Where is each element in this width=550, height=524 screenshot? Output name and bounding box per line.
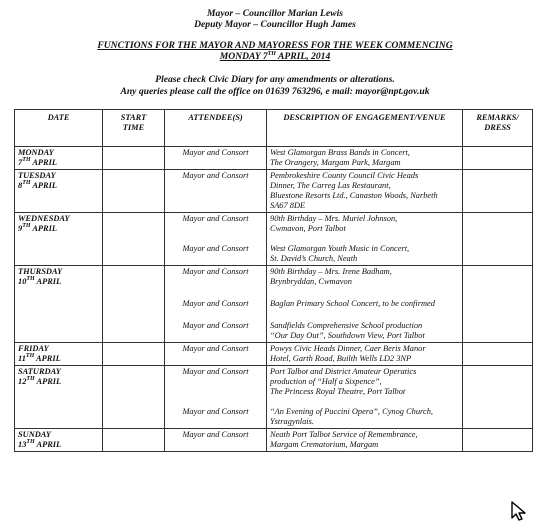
engagement-line: 90th Birthday – Mrs. Irene Badham, <box>270 267 392 276</box>
engagement-entry <box>270 171 459 211</box>
remarks-cell <box>463 366 533 429</box>
day-suffix: TH <box>26 276 35 283</box>
table-row <box>15 429 533 452</box>
description-cell <box>267 170 463 213</box>
description-cell <box>267 266 463 343</box>
day-name: WEDNESDAY <box>18 214 70 223</box>
attendees-cell <box>165 213 267 266</box>
attendees-cell <box>165 266 267 343</box>
day-date <box>18 181 99 191</box>
engagement-line: St. David’s Church, Neath <box>270 254 358 263</box>
functions-title-line2 <box>0 51 550 62</box>
day-suffix: TH <box>22 157 31 164</box>
engagement-line: Powys Civic Heads Dinner, Caer Beris Manor <box>270 344 426 353</box>
column-header-date: DATE <box>15 110 103 147</box>
engagement-line: production of “Half a Sixpence”, <box>270 377 382 386</box>
table-header-row <box>15 110 533 147</box>
engagement-line: The Princess Royal Theatre, Port Talbot <box>270 387 406 396</box>
day-number: 11 <box>18 354 26 363</box>
month-name: APRIL <box>34 354 61 363</box>
engagement-entry <box>270 321 459 341</box>
day-number: 9 <box>18 224 23 233</box>
description-cell <box>267 429 463 452</box>
start-time-cell <box>103 366 165 429</box>
engagement-entry <box>270 267 459 299</box>
date-cell <box>15 266 103 343</box>
date-cell <box>15 213 103 266</box>
attendees-cell <box>165 147 267 170</box>
month-name: APRIL <box>30 158 57 167</box>
engagement-entry <box>270 407 459 427</box>
table-row <box>15 213 533 266</box>
civic-diary-note: Please check Civic Diary for any amendments or alterations. <box>155 74 395 85</box>
engagement-line: West Glamorgan Youth Music in Concert, <box>270 244 410 253</box>
engagement-line: Dinner, The Carreg Las Restaurant, <box>270 181 391 190</box>
day-number: 8 <box>18 181 23 190</box>
day-date <box>18 277 99 287</box>
month-name: APRIL <box>34 440 62 449</box>
attendee-entry: Mayor and Consort <box>182 367 249 376</box>
start-time-cell <box>103 170 165 213</box>
table-row <box>15 366 533 429</box>
description-cell <box>267 147 463 170</box>
day-suffix: TH <box>25 353 35 360</box>
remarks-cell <box>463 147 533 170</box>
date-cell <box>15 429 103 452</box>
engagement-entry <box>270 214 459 244</box>
engagement-line: SA67 8DE <box>270 201 306 210</box>
engagement-line: Brynbryddan, Cwmavon <box>270 277 352 286</box>
engagement-entry <box>270 148 459 168</box>
date-cell <box>15 170 103 213</box>
title-day-suffix: TH <box>267 50 276 57</box>
start-time-cell <box>103 266 165 343</box>
day-suffix: TH <box>26 439 35 446</box>
engagement-entry <box>270 344 459 364</box>
queries-note: Any queries please call the office on 01639 763296, e mail: mayor@npt.gov.uk <box>120 86 430 97</box>
start-time-cell <box>103 213 165 266</box>
remarks-cell <box>463 429 533 452</box>
description-cell <box>267 366 463 429</box>
column-header-attendees: ATTENDEE(S) <box>165 110 267 147</box>
day-suffix: TH <box>22 223 31 230</box>
engagement-line: West Glamorgan Brass Bands in Concert, <box>270 148 410 157</box>
attendee-entry: Mayor and Consort <box>182 407 249 416</box>
day-number: 10 <box>18 277 27 286</box>
day-name: THURSDAY <box>18 267 63 276</box>
day-date <box>18 377 99 387</box>
functions-title-line1: FUNCTIONS FOR THE MAYOR AND MAYORESS FOR THE WEEK COMMENCING <box>97 40 453 51</box>
day-number: 7 <box>18 158 23 167</box>
day-date <box>18 224 99 234</box>
engagement-line: Port Talbot and District Amateur Operatics <box>270 367 417 376</box>
attendees-cell <box>165 366 267 429</box>
date-cell <box>15 366 103 429</box>
remarks-cell <box>463 170 533 213</box>
attendee-entry: Mayor and Consort <box>182 430 249 439</box>
day-name: SATURDAY <box>18 367 61 376</box>
engagement-line: Hotel, Garth Road, Builth Wells LD2 3NP <box>270 354 412 363</box>
remarks-cell <box>463 213 533 266</box>
engagement-entry <box>270 430 459 450</box>
table-row <box>15 266 533 343</box>
day-suffix: TH <box>26 376 35 383</box>
table-row <box>15 147 533 170</box>
engagement-line: Bluestone Resorts Ltd., Canaston Woods, Narbeth <box>270 191 438 200</box>
engagement-line: The Orangery, Margam Park, Margam <box>270 158 401 167</box>
day-name: MONDAY <box>18 148 54 157</box>
column-header-description: DESCRIPTION OF ENGAGEMENT/VENUE <box>267 110 463 147</box>
engagement-entry <box>270 244 459 264</box>
day-name: TUESDAY <box>18 171 56 180</box>
month-name: APRIL <box>34 277 62 286</box>
engagement-line: 90th Birthday – Mrs. Muriel Johnson, <box>270 214 398 223</box>
engagement-line: Ystragynlais. <box>270 417 314 426</box>
remarks-label: REMARKS/ <box>476 113 519 122</box>
date-cell <box>15 147 103 170</box>
month-name: APRIL <box>30 181 57 190</box>
engagement-line: “Our Day Out”, Southdown View, Port Talbot <box>270 331 425 340</box>
day-suffix: TH <box>22 180 31 187</box>
month-name: APRIL <box>30 224 57 233</box>
attendee-entry: Mayor and Consort <box>182 321 249 330</box>
start-label: START <box>120 113 147 122</box>
attendee-entry: Mayor and Consort <box>182 244 249 253</box>
date-cell <box>15 343 103 366</box>
schedule-table <box>14 109 533 452</box>
title-month-year: APRIL, 2014 <box>275 51 331 62</box>
month-name: APRIL <box>34 377 62 386</box>
engagement-line: Pembrokeshire County Council Civic Heads <box>270 171 419 180</box>
engagement-entry <box>270 367 459 407</box>
engagement-line: Neath Port Talbot Service of Remembrance, <box>270 430 418 439</box>
table-row <box>15 170 533 213</box>
day-date <box>18 440 99 450</box>
attendee-entry: Mayor and Consort <box>182 267 249 276</box>
deputy-mayor-line: Deputy Mayor – Councillor Hugh James <box>194 19 356 30</box>
attendees-cell <box>165 429 267 452</box>
day-date <box>18 158 99 168</box>
column-header-start-time <box>103 110 165 147</box>
time-label: TIME <box>122 123 145 132</box>
description-cell <box>267 343 463 366</box>
start-time-cell <box>103 429 165 452</box>
attendees-cell <box>165 170 267 213</box>
attendees-cell <box>165 343 267 366</box>
attendee-entry: Mayor and Consort <box>182 344 249 353</box>
description-cell <box>267 213 463 266</box>
attendee-entry: Mayor and Consort <box>182 171 249 180</box>
attendee-entry: Mayor and Consort <box>182 148 249 157</box>
day-date <box>18 354 99 364</box>
day-number: 12 <box>18 377 27 386</box>
attendee-entry: Mayor and Consort <box>182 214 249 223</box>
day-number: 13 <box>18 440 27 449</box>
remarks-cell <box>463 343 533 366</box>
engagement-line: Baglan Primary School Concert, to be confirmed <box>270 299 435 308</box>
engagement-line: Cwmavon, Port Talbot <box>270 224 346 233</box>
day-name: SUNDAY <box>18 430 52 439</box>
mayor-line: Mayor – Councillor Marian Lewis <box>207 8 343 19</box>
attendee-entry: Mayor and Consort <box>182 299 249 308</box>
day-name: FRIDAY <box>18 344 49 353</box>
start-time-cell <box>103 343 165 366</box>
table-row <box>15 343 533 366</box>
remarks-cell <box>463 266 533 343</box>
engagement-entry <box>270 299 459 321</box>
mouse-pointer-icon <box>508 500 532 522</box>
dress-label: DRESS <box>484 123 511 132</box>
start-time-cell <box>103 147 165 170</box>
title-day: MONDAY 7 <box>219 51 268 62</box>
engagement-line: Sandfields Comprehensive School production <box>270 321 423 330</box>
column-header-remarks <box>463 110 533 147</box>
engagement-line: Margam Crematorium, Margam <box>270 440 379 449</box>
engagement-line: “An Evening of Puccini Opera”, Cynog Church, <box>270 407 433 416</box>
